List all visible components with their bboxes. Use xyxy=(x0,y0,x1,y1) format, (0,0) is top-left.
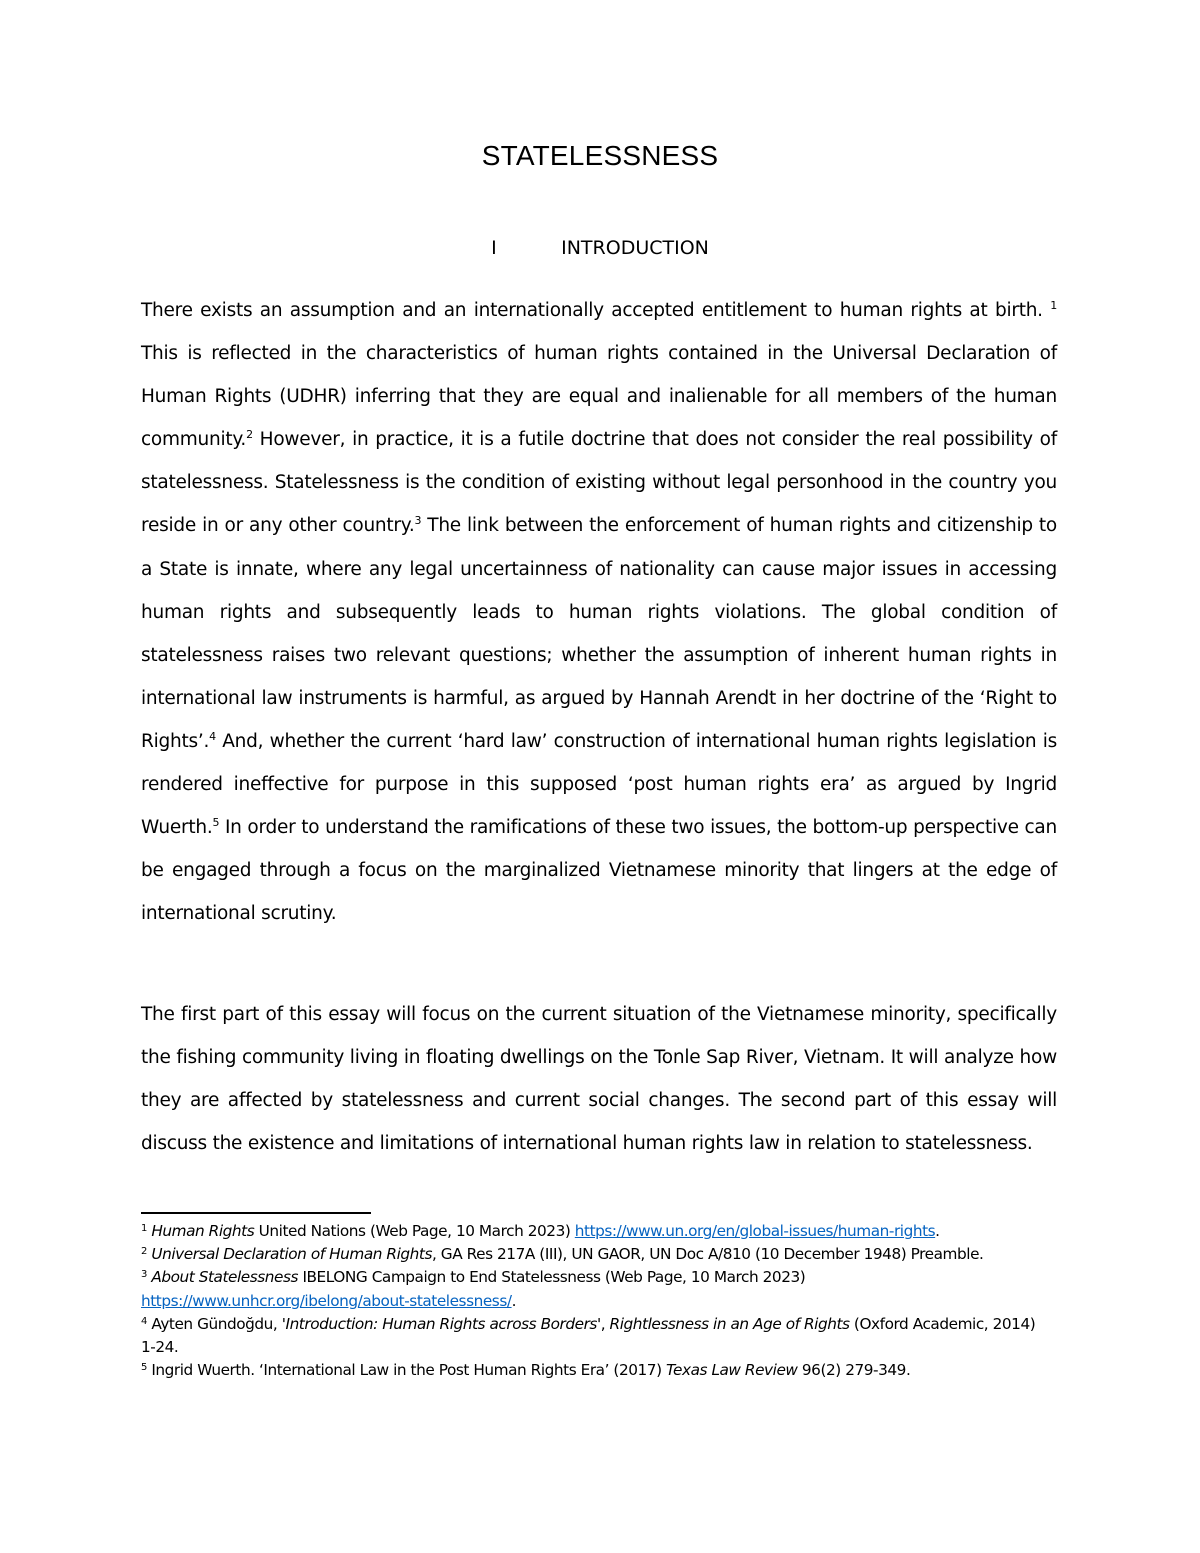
footnote-italic: 'Introduction: Human Rights across Borders' xyxy=(281,1314,601,1333)
p1-text-2: This is reflected in the characteristics of human rights contained in the Universal Declaration of Human Rights (UDHR) inferring that they are equal and inalienable for all members of the human community. xyxy=(141,343,1057,451)
footnote-text: 96(2) 279-349. xyxy=(797,1361,911,1380)
footnote-2 xyxy=(141,1243,1041,1266)
p1-text-6: In order to understand the ramifications of these two issues, the bottom-up perspective can be engaged through a focus on the marginalized Vietnamese minority that lingers at the edge of international scrutiny. xyxy=(141,817,1057,925)
footnote-ref-3[interactable]: 3 xyxy=(414,514,422,528)
footnote-number: 3 xyxy=(141,1269,147,1281)
footnote-separator xyxy=(141,1212,371,1214)
footnote-ref-1[interactable]: 1 xyxy=(1050,299,1057,312)
p1-text-5: And, whether the current ‘hard law’ construction of international human rights legislation is rendered ineffective for purpose in this supposed ‘post human rights era’ as argued by Ingrid Wuerth. xyxy=(141,730,1057,839)
footnote-text: (Oxford Academic, 2014) 1-24. xyxy=(141,1314,1036,1357)
footnote-number: 1 xyxy=(141,1223,147,1234)
footnote-3 xyxy=(141,1266,1041,1312)
p1-text-4: The link between the enforcement of human rights and citizenship to a State is innate, where any legal uncertainness of nationality can cause major issues in accessing human rights and subsequently leads to human rights violations. The global condition of statelessness raises two relevant questions; whether the assumption of inherent human rights in international law instruments is harmful, as argued by Hannah Arendt in her doctrine of the ‘Right to Rights’. xyxy=(141,515,1057,752)
footnote-text: . xyxy=(935,1222,940,1240)
footnote-text: United Nations (Web Page, 10 March 2023) xyxy=(254,1222,575,1240)
section-number: I xyxy=(491,237,497,259)
footnote-text: Ingrid Wuerth. ‘International Law in the Post Human Rights Era’ (2017) xyxy=(151,1361,667,1380)
p1-text-1: There exists an assumption and an internationally accepted entitlement to human rights at birth. xyxy=(141,300,1051,321)
footnote-text: IBELONG Campaign to End Statelessness (Web Page, 10 March 2023) xyxy=(298,1268,806,1287)
footnote-1 xyxy=(141,1220,1041,1243)
p2-text: The first part of this essay will focus on the current situation of the Vietnamese minority, specifically the fishing community living in floating dwellings on the Tonle Sap River, Vietnam. It will analyze how they are affected by statelessness and current social changes. The second part of this essay will discuss the existence and limitations of international human rights law in relation to statelessness. xyxy=(141,1004,1057,1155)
footnote-number: 2 xyxy=(141,1246,147,1258)
footnote-text: Ayten Gündoğdu, xyxy=(151,1314,282,1333)
footnote-ref-2[interactable]: 2 xyxy=(246,428,253,442)
footnote-text: . xyxy=(511,1291,516,1310)
footnote-5 xyxy=(141,1359,1041,1382)
footnote-italic: Texas Law Review xyxy=(666,1361,798,1380)
footnote-text: , GA Res 217A (III), UN GAOR, UN Doc A/810 (10 December 1948) Preamble. xyxy=(431,1245,984,1264)
footnote-italic: Human Rights xyxy=(151,1222,255,1240)
footnote-italic: Universal Declaration of Human Rights xyxy=(151,1245,432,1264)
section-heading xyxy=(0,237,1200,259)
footnote-ref-5[interactable]: 5 xyxy=(212,816,220,830)
footnote-italic: Rightlessness in an Age of Rights xyxy=(609,1314,850,1333)
section-title: INTRODUCTION xyxy=(561,237,709,259)
footnote-number: 5 xyxy=(141,1362,147,1374)
document-title: STATELESSNESS xyxy=(481,140,719,171)
footnote-text: , xyxy=(600,1314,610,1333)
footnotes xyxy=(141,1220,1041,1382)
p1-text-3: However, in practice, it is a futile doctrine that does not consider the real possibility of statelessness. Statelessness is the condition of existing without legal personhood in the country you reside in or any other country. xyxy=(141,429,1057,537)
footnote-4 xyxy=(141,1313,1041,1359)
footnote-link[interactable]: https://www.unhcr.org/ibelong/about-statelessness/ xyxy=(141,1291,512,1310)
paragraph-2 xyxy=(141,993,1057,1165)
footnote-number: 4 xyxy=(141,1315,147,1327)
footnote-link[interactable]: https://www.un.org/en/global-issues/human-rights xyxy=(574,1222,936,1240)
footnote-italic: About Statelessness xyxy=(151,1268,299,1287)
paragraph-1 xyxy=(141,289,1057,935)
footnote-ref-4[interactable]: 4 xyxy=(209,729,216,743)
